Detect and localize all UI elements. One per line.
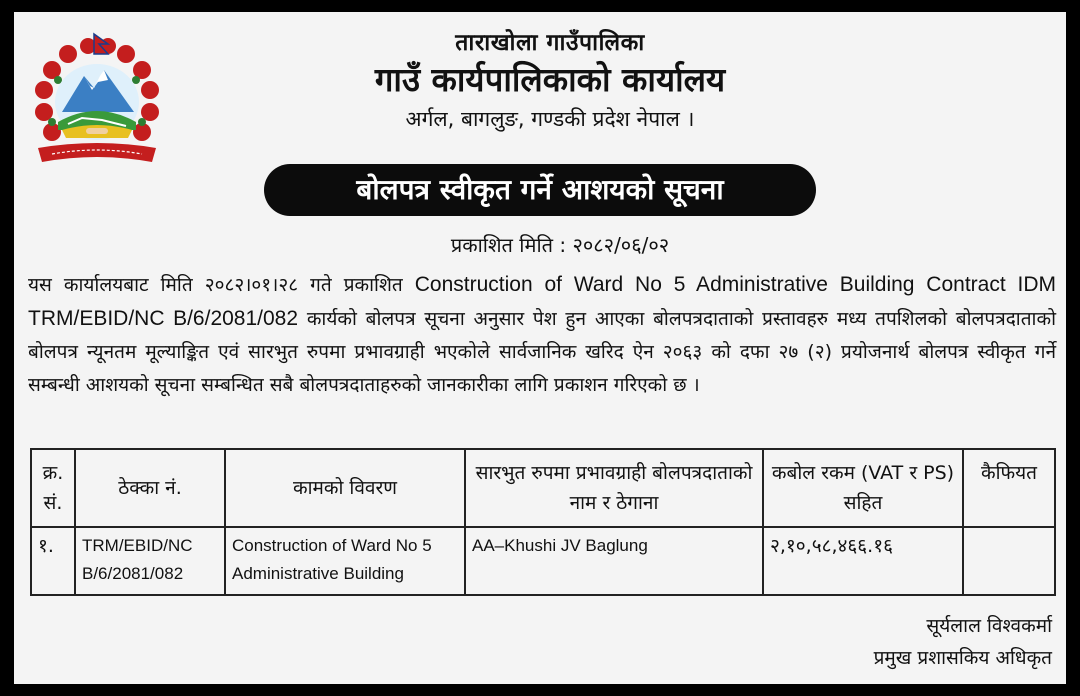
notice-document [14, 12, 1066, 684]
office-name: गाउँ कार्यपालिकाको कार्यालय [374, 60, 726, 99]
header-remarks: कैफियत [963, 449, 1055, 527]
signatory-designation: प्रमुख प्रशासकिय अधिकृत [873, 647, 1052, 669]
header-amount: कबोल रकम (VAT र PS) सहित [763, 449, 963, 527]
body-text-intro: यस कार्यालयबाट मिति २०८२।०१।२८ गते प्रकाशित [28, 274, 415, 296]
cell-sn: १. [31, 527, 75, 595]
header-work-desc: कामको विवरण [225, 449, 465, 527]
cell-amount: २,१०,५८,४६६.१६ [763, 527, 963, 595]
cell-remarks [963, 527, 1055, 595]
municipality-name: ताराखोला गाउँपालिका [455, 30, 645, 56]
office-address: अर्गल, बागलुङ, गण्डकी प्रदेश नेपाल । [405, 107, 695, 131]
signature-block [874, 610, 1052, 674]
bid-table [30, 448, 1056, 596]
cell-bidder: AA–Khushi JV Baglung [465, 527, 763, 595]
notice-title: बोलपत्र स्वीकृत गर्ने आशयको सूचना [264, 164, 816, 216]
header-bidder: सारभुत रुपमा प्रभावग्राही बोलपत्रदाताको नाम र ठेगाना [465, 449, 763, 527]
body-project-name: Construction of Ward No 5 Administrative Building Contract IDM TRM/EBID/NC B/6/2081/082 [28, 273, 1056, 330]
letterhead [14, 28, 1066, 134]
header-sn: क्र. सं. [31, 449, 75, 527]
table-row [31, 527, 1055, 595]
cell-work-desc: Construction of Ward No 5 Administrative Building [225, 527, 465, 595]
table-header-row [31, 449, 1055, 527]
notice-body [28, 268, 1056, 402]
body-text-main: कार्यको बोलपत्र सूचना अनुसार पेश हुन आएका बोलपत्रदाताको प्रस्तावहरु मध्य तपशिलको बोलपत्रदाताको बोलपत्र न्यूनतम मूल्याङ्कित एवं सारभुत रुपमा प्रभावग्राही भएकोले सार्वजानिक खरिद ऐन २०६३ को दफा २७ (२) प्रयोजनार्थ बोलपत्र स्वीकृत गर्ने सम्बन्धी आशयको सूचना सम्बन्धित सबै बोलपत्रदाताहरुको जानकारीका लागि प्रकाशन गरिएको छ । [28, 308, 1056, 396]
publish-date: प्रकाशित मिति : २०८२/०६/०२ [450, 233, 670, 257]
signatory-name: सूर्यलाल विश्वकर्मा [926, 615, 1052, 637]
cell-contract-no: TRM/EBID/NC B/6/2081/082 [75, 527, 225, 595]
header-contract-no: ठेक्का नं. [75, 449, 225, 527]
